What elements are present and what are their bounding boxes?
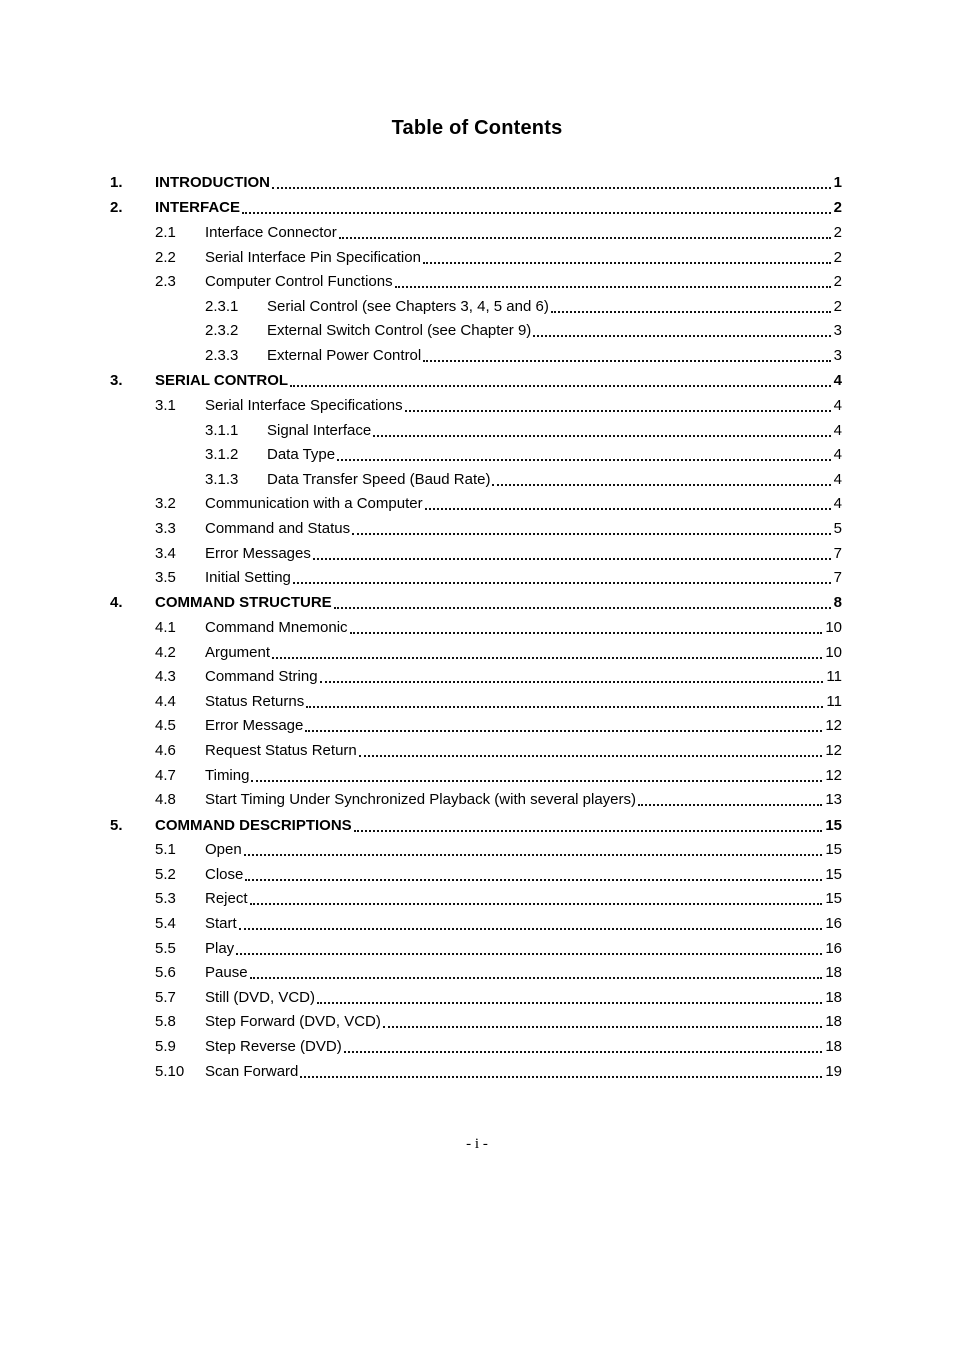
toc-entry-number: 5.4 bbox=[155, 915, 176, 932]
toc-entry-number: 3.1.3 bbox=[205, 470, 239, 488]
toc-entry-page: 2 bbox=[833, 223, 842, 241]
toc-entry-number: 3. bbox=[110, 372, 123, 390]
toc-entry-title: Scan Forward bbox=[205, 1062, 299, 1080]
dot-leader bbox=[638, 790, 822, 809]
toc-entry-page: 18 bbox=[825, 964, 842, 982]
toc-entry bbox=[110, 173, 842, 192]
toc-entry-page: 4 bbox=[833, 396, 842, 414]
toc-entry-page: 18 bbox=[825, 1037, 842, 1055]
toc-entry-page: 13 bbox=[825, 791, 842, 809]
dot-leader bbox=[313, 544, 831, 563]
dot-leader bbox=[317, 988, 822, 1007]
dot-leader bbox=[395, 272, 831, 291]
toc-entry-number: 1. bbox=[110, 174, 123, 191]
toc-entry-page: 4 bbox=[833, 421, 842, 439]
toc-entry-page: 8 bbox=[833, 594, 842, 612]
toc-entry-number: 5. bbox=[110, 816, 123, 834]
toc-entry-page: 15 bbox=[825, 890, 842, 908]
toc-entry-page: 3 bbox=[833, 322, 842, 340]
toc-entry bbox=[110, 963, 842, 982]
toc-entry-page: 11 bbox=[826, 692, 842, 710]
toc-entry-page: 7 bbox=[833, 544, 842, 562]
toc-entry-number: 4.5 bbox=[155, 717, 176, 735]
dot-leader bbox=[334, 593, 831, 612]
toc-entry-number: 3.2 bbox=[155, 495, 176, 513]
toc-entry-page: 16 bbox=[825, 915, 842, 932]
toc-entry-number: 5.7 bbox=[155, 988, 176, 1006]
toc-entry-page: 4 bbox=[833, 495, 842, 513]
toc-entry bbox=[110, 939, 842, 958]
toc-entry-page: 5 bbox=[833, 519, 842, 537]
toc-entry-title: Pause bbox=[205, 964, 248, 982]
toc-entry-number: 2.3 bbox=[155, 273, 176, 291]
toc-entry-page: 15 bbox=[825, 865, 842, 883]
toc-entry-page: 4 bbox=[833, 372, 842, 390]
toc-entry-number: 2.1 bbox=[155, 223, 176, 241]
toc-entry bbox=[110, 988, 842, 1007]
toc-entry bbox=[110, 445, 842, 464]
toc-entry-title: Reject bbox=[205, 890, 248, 908]
toc-entry bbox=[110, 766, 842, 785]
toc-entry-page: 7 bbox=[833, 569, 842, 587]
toc-entry-page: 11 bbox=[826, 668, 842, 686]
toc-entry-title: Status Returns bbox=[205, 692, 305, 710]
toc-entry-number: 5.5 bbox=[155, 939, 176, 957]
page-number-footer: - i - bbox=[466, 1135, 488, 1152]
toc-entry-page: 12 bbox=[825, 717, 842, 735]
toc-entry bbox=[110, 816, 842, 835]
toc-entry-page: 19 bbox=[825, 1062, 842, 1080]
toc-entry-number: 4.6 bbox=[155, 742, 176, 760]
toc-entry bbox=[110, 470, 842, 489]
toc-entry-title: COMMAND DESCRIPTIONS bbox=[155, 816, 352, 834]
toc-entry bbox=[110, 272, 842, 291]
toc-entry-title: Command String bbox=[205, 668, 318, 686]
toc-entry-number: 5.2 bbox=[155, 865, 176, 883]
toc-entry-title: Timing bbox=[205, 766, 250, 784]
toc-entry-title: Step Forward (DVD, VCD) bbox=[205, 1013, 381, 1031]
toc-entry-title: Argument bbox=[205, 643, 271, 661]
dot-leader bbox=[244, 840, 823, 859]
toc-entry bbox=[110, 346, 842, 365]
toc-entry-page: 12 bbox=[825, 742, 842, 760]
toc-entry-title: Request Status Return bbox=[205, 742, 357, 760]
toc-entry-page: 2 bbox=[833, 248, 842, 266]
toc-entry-number: 3.1 bbox=[155, 396, 176, 414]
toc-entry-number: 3.5 bbox=[155, 569, 176, 587]
dot-leader bbox=[423, 346, 830, 365]
toc-entry-number: 5.3 bbox=[155, 890, 176, 908]
dot-leader bbox=[551, 297, 831, 316]
dot-leader bbox=[492, 470, 830, 489]
dot-leader bbox=[339, 223, 831, 242]
dot-leader bbox=[242, 198, 831, 217]
toc-entry bbox=[110, 1062, 842, 1081]
toc-entry bbox=[110, 421, 842, 440]
toc-entry-title: Serial Interface Specifications bbox=[205, 396, 403, 414]
toc-entry-number: 2.3.1 bbox=[205, 297, 239, 315]
toc-entry-number: 5.10 bbox=[155, 1062, 185, 1080]
toc-entry bbox=[110, 371, 842, 390]
toc-entry bbox=[110, 643, 842, 662]
toc-entry bbox=[110, 914, 842, 933]
dot-leader bbox=[423, 248, 831, 267]
dot-leader bbox=[306, 692, 823, 711]
toc-entry-number: 5.6 bbox=[155, 964, 176, 982]
toc-entry-title: Signal Interface bbox=[267, 421, 372, 439]
toc-entry-title: Close bbox=[205, 865, 244, 883]
toc-entry-page: 18 bbox=[825, 988, 842, 1006]
toc-entry-page: 18 bbox=[825, 1013, 842, 1031]
toc-entry-number: 4.8 bbox=[155, 791, 176, 809]
toc-entry-page: 1 bbox=[833, 174, 842, 191]
toc-entry-number: 2.3.2 bbox=[205, 322, 239, 340]
toc-entry-title: Data Transfer Speed (Baud Rate) bbox=[267, 470, 491, 488]
toc-entry-title: Initial Setting bbox=[205, 569, 291, 587]
toc-entry-number: 5.1 bbox=[155, 841, 176, 859]
toc-entry bbox=[110, 889, 842, 908]
toc-entry bbox=[110, 1012, 842, 1031]
dot-leader bbox=[405, 396, 831, 415]
toc-entry-title: Interface Connector bbox=[205, 223, 337, 241]
toc-entry-number: 3.1.1 bbox=[205, 421, 239, 439]
toc-entry-title: Start Timing Under Synchronized Playback (with several players) bbox=[205, 791, 637, 809]
toc-entry-title: Data Type bbox=[267, 446, 336, 464]
toc-entry-title: Command and Status bbox=[205, 519, 351, 537]
toc-entry-number: 2. bbox=[110, 199, 123, 217]
toc-entry-title: External Switch Control (see Chapter 9) bbox=[267, 322, 532, 340]
toc-entry-title: Start bbox=[205, 915, 237, 932]
toc-entry-title: Command Mnemonic bbox=[205, 619, 348, 637]
toc-entry-page: 10 bbox=[825, 643, 842, 661]
toc-entry-title: Serial Control (see Chapters 3, 4, 5 and 6) bbox=[267, 297, 549, 315]
toc-entry-page: 4 bbox=[833, 470, 842, 488]
toc-entry bbox=[110, 321, 842, 340]
toc-entry-number: 4.2 bbox=[155, 643, 176, 661]
toc-entry bbox=[110, 297, 842, 316]
toc-entry-page: 2 bbox=[833, 297, 842, 315]
toc-entry bbox=[110, 396, 842, 415]
toc-entry-number: 4.7 bbox=[155, 766, 176, 784]
toc-entry bbox=[110, 865, 842, 884]
toc-entry bbox=[110, 223, 842, 242]
toc-entry-number: 4.3 bbox=[155, 668, 176, 686]
toc-entry-page: 2 bbox=[833, 273, 842, 291]
dot-leader bbox=[245, 865, 822, 884]
dot-leader bbox=[293, 568, 831, 587]
toc-entry-title: Computer Control Functions bbox=[205, 273, 393, 291]
toc-entry bbox=[110, 248, 842, 267]
toc-entry-title: INTERFACE bbox=[155, 199, 241, 217]
dot-leader bbox=[344, 1037, 823, 1056]
dot-leader bbox=[236, 939, 822, 958]
toc-entry bbox=[110, 519, 842, 538]
dot-leader bbox=[305, 716, 822, 735]
toc-entry-page: 3 bbox=[833, 346, 842, 364]
dot-leader bbox=[251, 766, 822, 785]
toc-entry-title: Open bbox=[205, 841, 242, 859]
dot-leader bbox=[250, 963, 823, 982]
toc-entry-number: 5.8 bbox=[155, 1013, 176, 1031]
dot-leader bbox=[373, 421, 830, 440]
toc-entry-title: Communication with a Computer bbox=[205, 495, 423, 513]
toc-list bbox=[110, 173, 842, 1081]
toc-entry bbox=[110, 494, 842, 513]
toc-entry-number: 3.1.2 bbox=[205, 446, 239, 464]
dot-leader bbox=[272, 173, 831, 192]
dot-leader bbox=[354, 816, 823, 835]
page-title: Table of Contents bbox=[391, 117, 563, 139]
toc-entry bbox=[110, 790, 842, 809]
dot-leader bbox=[383, 1012, 822, 1031]
toc-entry-page: 2 bbox=[833, 199, 842, 217]
toc-entry-title: Error Messages bbox=[205, 544, 311, 562]
dot-leader bbox=[300, 1062, 822, 1081]
toc-entry-title: COMMAND STRUCTURE bbox=[155, 594, 332, 612]
document-page bbox=[0, 116, 954, 1154]
toc-entry-page: 15 bbox=[825, 816, 842, 834]
toc-entry-title: Step Reverse (DVD) bbox=[205, 1037, 342, 1055]
toc-entry-title: Serial Interface Pin Specification bbox=[205, 248, 421, 266]
toc-entry bbox=[110, 840, 842, 859]
toc-entry bbox=[110, 593, 842, 612]
toc-entry-title: Still (DVD, VCD) bbox=[205, 988, 316, 1006]
dot-leader bbox=[533, 321, 830, 340]
toc-entry-page: 4 bbox=[833, 446, 842, 464]
toc-entry bbox=[110, 568, 842, 587]
toc-entry bbox=[110, 741, 842, 760]
toc-entry-page: 16 bbox=[825, 939, 842, 957]
dot-leader bbox=[239, 914, 823, 933]
toc-entry-page: 10 bbox=[825, 619, 842, 637]
toc-entry-title: Play bbox=[205, 939, 235, 957]
dot-leader bbox=[352, 519, 831, 538]
toc-entry-number: 4. bbox=[110, 594, 123, 612]
toc-entry bbox=[110, 198, 842, 217]
dot-leader bbox=[359, 741, 823, 760]
toc-entry bbox=[110, 1037, 842, 1056]
toc-entry-number: 2.2 bbox=[155, 248, 176, 266]
toc-entry-number: 3.3 bbox=[155, 519, 176, 537]
dot-leader bbox=[320, 667, 824, 686]
toc-entry-page: 12 bbox=[825, 766, 842, 784]
toc-entry-page: 15 bbox=[825, 841, 842, 859]
dot-leader bbox=[272, 643, 822, 662]
toc-entry bbox=[110, 716, 842, 735]
toc-entry-number: 4.4 bbox=[155, 692, 176, 710]
toc-entry bbox=[110, 618, 842, 637]
toc-entry-title: SERIAL CONTROL bbox=[155, 372, 289, 390]
toc-entry-title: External Power Control bbox=[267, 346, 422, 364]
dot-leader bbox=[250, 889, 823, 908]
toc-entry-number: 4.1 bbox=[155, 619, 176, 637]
toc-entry-number: 3.4 bbox=[155, 544, 176, 562]
toc-entry-title: INTRODUCTION bbox=[155, 174, 270, 191]
toc-entry-number: 5.9 bbox=[155, 1037, 176, 1055]
dot-leader bbox=[337, 445, 831, 464]
dot-leader bbox=[425, 494, 831, 513]
toc-entry-number: 2.3.3 bbox=[205, 346, 239, 364]
toc-entry bbox=[110, 667, 842, 686]
toc-entry bbox=[110, 544, 842, 563]
dot-leader bbox=[290, 371, 831, 390]
dot-leader bbox=[350, 618, 823, 637]
toc-entry bbox=[110, 692, 842, 711]
toc-entry-title: Error Message bbox=[205, 717, 304, 735]
